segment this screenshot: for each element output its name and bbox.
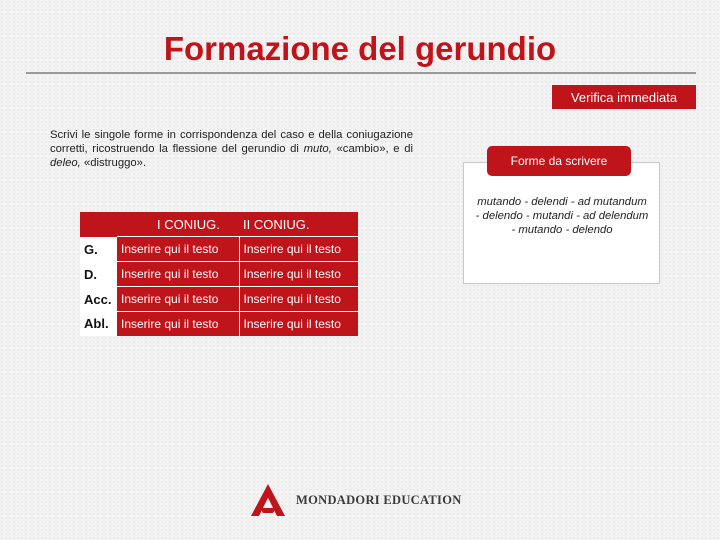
instructions-part-1: Scrivi le singole forme in corrispondenza del caso e della coniugazione corretti, ricostruendo la flessione del gerundio di [50, 129, 413, 155]
input-cell-dative-second[interactable]: Inserire qui il testo [239, 262, 358, 287]
instructions-verb-1: muto, [303, 143, 332, 155]
input-cell-ablative-first[interactable]: Inserire qui il testo [117, 312, 239, 337]
instructions-part-3: «distruggo». [80, 157, 147, 169]
input-cell-accusative-first[interactable]: Inserire qui il testo [117, 287, 239, 312]
publisher-logo [250, 482, 472, 518]
gerund-table [80, 212, 358, 336]
case-label-ablative: Abl. [80, 312, 117, 337]
publisher-name: MONDADORI EDUCATION [296, 492, 462, 507]
verifica-badge: Verifica immediata [552, 85, 696, 109]
header-second-conjugation: II CONIUG. [239, 212, 358, 237]
table-row [80, 312, 358, 337]
table-corner [80, 212, 117, 237]
case-label-accusative: Acc. [80, 287, 117, 312]
title-divider [26, 72, 696, 74]
input-cell-genitive-second[interactable]: Inserire qui il testo [239, 237, 358, 262]
forms-panel-text: mutando - delendi - ad mutandum - delendo - mutandi - ad delendum - mutando - delendo [475, 196, 649, 236]
instructions-verb-2: deleo, [50, 157, 81, 169]
input-cell-ablative-second[interactable]: Inserire qui il testo [239, 312, 358, 337]
table-row [80, 287, 358, 312]
input-cell-genitive-first[interactable]: Inserire qui il testo [117, 237, 239, 262]
instructions-text [50, 128, 413, 170]
input-cell-dative-first[interactable]: Inserire qui il testo [117, 262, 239, 287]
header-first-conjugation: I CONIUG. [117, 212, 239, 237]
table-row [80, 262, 358, 287]
table-header-row [80, 212, 358, 237]
table-row [80, 237, 358, 262]
instructions-part-2: «cambio», e di [331, 143, 414, 155]
forms-panel-heading: Forme da scrivere [487, 146, 631, 176]
mondadori-logo-icon [250, 483, 286, 517]
case-label-genitive: G. [80, 237, 117, 262]
input-cell-accusative-second[interactable]: Inserire qui il testo [239, 287, 358, 312]
slide-title: Formazione del gerundio [163, 30, 557, 67]
case-label-dative: D. [80, 262, 117, 287]
